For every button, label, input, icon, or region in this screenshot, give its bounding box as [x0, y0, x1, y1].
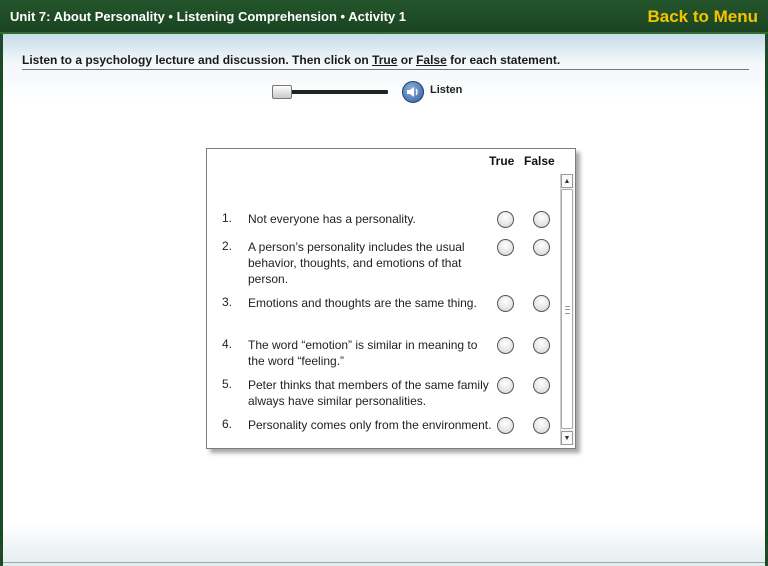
false-radio[interactable]: [533, 239, 550, 256]
instructions-middle: or: [397, 53, 417, 67]
footer-divider: [3, 562, 765, 563]
statement-number: 4.: [222, 337, 233, 351]
true-radio[interactable]: [497, 337, 514, 354]
instructions: [22, 53, 749, 70]
statement-text: Peter thinks that members of the same family always have similar personalities.: [248, 378, 489, 408]
quiz-panel: [206, 148, 576, 449]
statement-text: Not everyone has a personality.: [248, 212, 416, 226]
statement-number: 2.: [222, 239, 233, 253]
statement-text: The word “emotion” is similar in meaning to the word “feeling.”: [248, 338, 478, 368]
false-radio[interactable]: [533, 211, 550, 228]
instructions-false-word: False: [416, 53, 447, 67]
scroll-up-button[interactable]: ▲: [561, 174, 573, 188]
true-column-header: True: [489, 154, 515, 168]
scroll-thumb[interactable]: [561, 189, 573, 429]
instructions-suffix: for each statement.: [446, 53, 561, 67]
statement-number: 5.: [222, 377, 233, 391]
statement-list-scrollbar[interactable]: [560, 174, 574, 445]
true-radio[interactable]: [497, 295, 514, 312]
instructions-prefix: Listen to a psychology lecture and discussion. Then click on: [22, 53, 373, 67]
scroll-grip-icon: [565, 306, 570, 314]
statement-number: 3.: [222, 295, 233, 309]
speaker-icon: [406, 86, 420, 98]
instructions-true-word: True: [372, 53, 398, 67]
statement-number: 1.: [222, 211, 233, 225]
header-bar: [0, 0, 768, 34]
true-radio[interactable]: [497, 239, 514, 256]
page-title: Unit 7: About Personality • Listening Comprehension • Activity 1: [10, 9, 407, 24]
false-radio[interactable]: [533, 417, 550, 434]
true-radio[interactable]: [497, 417, 514, 434]
true-radio[interactable]: [497, 211, 514, 228]
false-column-header: False: [524, 154, 555, 168]
back-to-menu-link[interactable]: Back to Menu: [647, 7, 758, 26]
statement-text: A person’s personality includes the usual behavior, thoughts, and emotions of that person.: [248, 240, 465, 286]
content-area: [3, 34, 765, 566]
audio-progress-thumb[interactable]: [272, 85, 292, 99]
scroll-down-button[interactable]: ▼: [561, 431, 573, 445]
false-radio[interactable]: [533, 337, 550, 354]
statement-number: 6.: [222, 417, 233, 431]
false-radio[interactable]: [533, 295, 550, 312]
false-radio[interactable]: [533, 377, 550, 394]
true-radio[interactable]: [497, 377, 514, 394]
listen-label: Listen: [430, 84, 463, 96]
statement-list: [207, 171, 557, 441]
statement-text: Emotions and thoughts are the same thing.: [248, 296, 477, 310]
listen-button[interactable]: [402, 81, 424, 103]
statement-text: Personality comes only from the environment.: [248, 418, 492, 432]
